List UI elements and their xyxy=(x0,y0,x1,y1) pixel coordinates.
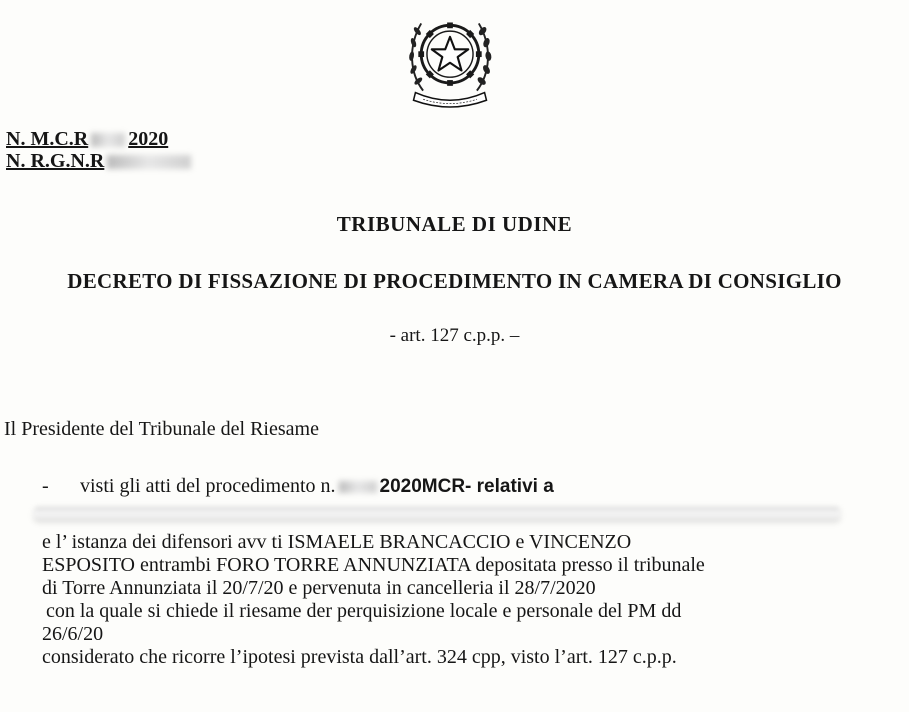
list-dash: - xyxy=(42,475,49,497)
redacted-mark xyxy=(91,133,125,147)
reference-block xyxy=(6,128,194,172)
visti-bold: 2020MCR- relativi a xyxy=(379,476,554,497)
body-text xyxy=(42,531,902,669)
ref-rgnr-prefix: N. R.G.N.R xyxy=(6,150,105,172)
decree-subtitle: - art. 127 c.p.p. – xyxy=(389,325,520,346)
redacted-mark xyxy=(339,481,377,493)
body-line: ESPOSITO entrambi FORO TORRE ANNUNZIATA depositata presso il tribunale xyxy=(42,554,705,576)
visti-line xyxy=(80,475,554,498)
ref-mcr xyxy=(6,128,194,150)
presidente-line: Il Presidente del Tribunale del Riesame xyxy=(4,418,319,440)
body-line: 26/6/20 xyxy=(42,623,104,645)
ref-mcr-year: 2020 xyxy=(128,128,169,150)
body-line: considerato che ricorre l’ipotesi prevista dall’art. 324 cpp, visto l’art. 127 c.p.p. xyxy=(42,646,677,668)
ref-mcr-prefix: N. M.C.R xyxy=(6,128,89,150)
visti-prefix: visti gli atti del procedimento n. xyxy=(80,475,336,497)
decree-title: DECRETO DI FISSAZIONE DI PROCEDIMENTO IN CAMERA DI CONSIGLIO xyxy=(67,269,842,293)
redacted-mark xyxy=(107,155,191,169)
court-name: TRIBUNALE DI UDINE xyxy=(336,212,573,236)
redaction-bar xyxy=(34,507,840,520)
body-line: di Torre Annunziata il 20/7/20 e pervenuta in cancelleria il 28/7/2020 xyxy=(42,577,596,599)
body-line: con la quale si chiede il riesame der perquisizione locale e personale del PM dd xyxy=(46,600,682,622)
republic-emblem-icon xyxy=(402,6,498,110)
ref-rgnr xyxy=(6,150,194,172)
body-line: e l’ istanza dei difensori avv ti ISMAELE BRANCACCIO e VINCENZO xyxy=(42,531,632,553)
